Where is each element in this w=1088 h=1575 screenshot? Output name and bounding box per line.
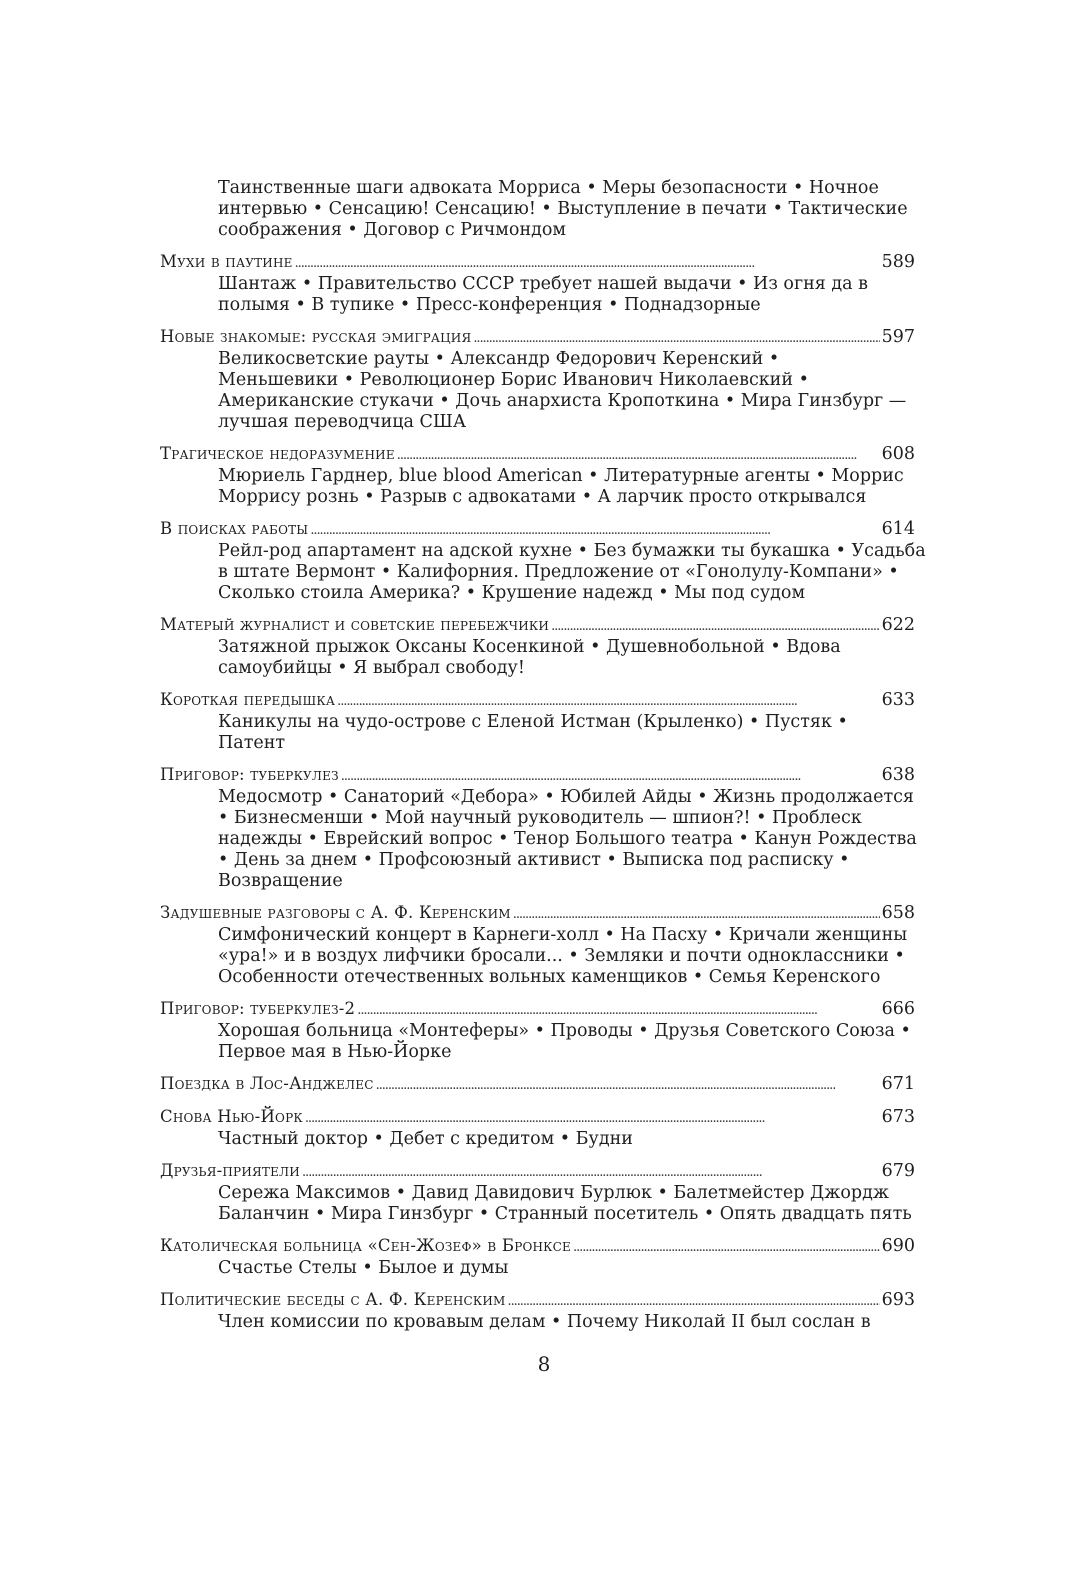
description-line: Возвращение [218,871,343,891]
toc-entries [160,251,926,1333]
chapter-title: Друзья-приятели [160,1161,300,1180]
toc-entry [160,326,915,433]
chapter-description [218,466,915,508]
description-line: Счастье Стелы • Былое и думы [218,1258,509,1278]
description-line: Член комиссии по кровавым делам • Почему Николай II был сослан в [218,1312,871,1332]
chapter-description [218,349,915,433]
chapter-description [218,1129,915,1150]
toc-entry [160,1289,915,1333]
toc-entry-heading [160,614,915,637]
description-line: Особенности отечественных вольных каменщиков • Семья Керенского [218,967,881,987]
toc-entry-heading [160,1160,915,1183]
toc-entry-heading [160,518,915,541]
description-line: Медосмотр • Санаторий «Дебора» • Юбилей Айды • Жизнь продолжается [218,787,914,807]
chapter-description [218,274,915,316]
chapter-page-number: 589 [881,252,915,272]
chapter-title: Короткая передышка [160,690,336,709]
dot-leader [295,253,880,274]
description-line: Частный доктор • Дебет с кредитом • Будни [218,1129,633,1149]
dot-leader [341,766,880,787]
description-line: полымя • В тупике • Пресс-конференция • Поднадзорные [218,295,761,315]
toc-entry [160,1235,915,1279]
description-line: Симфонический концерт в Карнеги-холл • На Пасху • Кричали женщины [218,925,908,945]
chapter-page-number: 638 [881,765,915,785]
chapter-page-number: 693 [881,1290,915,1310]
description-line: Патент [218,733,286,753]
chapter-title: Трагическое недоразумение [160,444,395,463]
dot-leader [513,904,880,925]
chapter-title: В поисках работы [160,519,309,538]
toc-entry [160,518,926,604]
chapter-description [218,541,926,604]
description-line: • Бизнесменши • Мой научный руководитель — шпион?! • Проблеск [218,808,862,828]
toc-entry [160,1160,915,1225]
chapter-title: Матерый журналист и советские перебежчики [160,615,550,634]
description-line: в штате Вермонт • Калифорния. Предложение от «Гонолулу-Компани» • [218,562,899,582]
description-line: самоубийцы • Я выбрал свободу! [218,658,525,678]
toc-entry [160,1106,915,1150]
description-line: Мюриель Гарднер, blue blood American • Литературные агенты • Моррис [218,466,904,486]
toc-entry [160,764,915,892]
chapter-description [218,712,915,754]
toc-entry-heading [160,689,915,712]
description-line: «ура!» и в воздух лифчики бросали... • Земляки и почти одноклассники • [218,946,905,966]
chapter-page-number: 690 [881,1236,915,1256]
toc-entry-heading [160,764,915,787]
chapter-title: Задушевные разговоры с А. Ф. Керенским [160,903,511,922]
toc-entry-heading [160,1073,915,1096]
toc-entry [160,443,915,508]
toc-entry [160,251,915,316]
description-line: Сережа Максимов • Давид Давидович Бурлюк • Балетмейстер Джордж [218,1183,889,1203]
description-line: Американские стукачи • Дочь анархиста Кропоткина • Мира Гинзбург — [218,391,907,411]
toc-entry-heading [160,902,915,925]
chapter-page-number: 679 [881,1161,915,1181]
description-line: Первое мая в Нью-Йорке [218,1042,452,1062]
description-line: Хорошая больница «Монтеферы» • Проводы • Друзья Советского Союза • [218,1021,911,1041]
dot-leader [305,1108,880,1129]
chapter-description [218,787,915,892]
chapter-description [218,925,915,988]
description-line: Баланчин • Мира Гинзбург • Странный посетитель • Опять двадцать пять [218,1204,912,1224]
chapter-page-number: 608 [881,444,915,464]
table-of-contents [160,178,926,1333]
chapter-description [218,1183,915,1225]
chapter-description [218,1021,915,1063]
chapter-page-number: 633 [881,690,915,710]
description-line: Сколько стоила Америка? • Крушение надежд • Мы под судом [218,583,806,603]
description-line: интервью • Сенсацию! Сенсацию! • Выступление в печати • Тактические [218,199,908,219]
chapter-description [218,637,915,679]
chapter-page-number: 673 [881,1107,915,1127]
dot-leader [376,1075,880,1096]
description-line: соображения • Договор с Ричмондом [218,220,567,240]
dot-leader [397,445,880,466]
chapter-title: Политические беседы с А. Ф. Керенским [160,1290,506,1309]
toc-entry [160,614,915,679]
toc-entry-heading [160,1235,915,1258]
chapter-title: Новые знакомые: русская эмиграция [160,327,472,346]
description-line: Затяжной прыжок Оксаны Косенкиной • Душевнобольной • Вдова [218,637,841,657]
dot-leader [551,616,880,637]
toc-entry-heading [160,326,915,349]
dot-leader [473,328,879,349]
toc-entry-heading [160,1289,915,1312]
description-line: Таинственные шаги адвоката Морриса • Меры безопасности • Ночное [218,178,879,198]
description-line: Каникулы на чудо-острове с Еленой Истман (Крыленко) • Пустяк • [218,712,848,732]
dot-leader [302,1162,880,1183]
toc-entry-heading [160,998,915,1021]
description-line: Великосветские рауты • Александр Федорович Керенский • [218,349,780,369]
description-line: Моррису рознь • Разрыв с адвокатами • А ларчик просто открывался [218,487,867,507]
chapter-description [218,1258,915,1279]
toc-entry-heading [160,1106,915,1129]
description-line: Меньшевики • Революционер Борис Иванович Николаевский • [218,370,809,390]
continuation-description [218,178,915,241]
chapter-page-number: 671 [881,1074,915,1094]
chapter-title: Снова Нью-Йорк [160,1107,303,1126]
toc-entry-heading [160,443,915,466]
toc-entry-heading [160,251,915,274]
chapter-page-number: 622 [881,615,915,635]
chapter-page-number: 658 [881,903,915,923]
toc-entry [160,998,915,1063]
page-number: 8 [537,1352,551,1376]
dot-leader [573,1237,880,1258]
chapter-page-number: 666 [881,999,915,1019]
dot-leader [310,520,879,541]
chapter-page-number: 614 [881,519,915,539]
description-line: надежды • Еврейский вопрос • Тенор Большого театра • Канун Рождества [218,829,917,849]
toc-entry [160,1073,915,1096]
dot-leader [357,1000,879,1021]
description-line: • День за днем • Профсоюзный активист • Выписка под расписку • [218,850,850,870]
dot-leader [337,691,879,712]
chapter-page-number: 597 [881,327,915,347]
chapter-title: Мухи в паутине [160,252,293,271]
description-line: Шантаж • Правительство СССР требует нашей выдачи • Из огня да в [218,274,869,294]
chapter-title: Приговор: туберкулез-2 [160,999,356,1018]
description-line: лучшая переводчица США [218,412,467,432]
toc-entry [160,902,915,988]
description-line: Рейл-род апартамент на адской кухне • Без бумажки ты букашка • Усадьба [218,541,926,561]
chapter-title: Приговор: туберкулез [160,765,339,784]
chapter-title: Поездка в Лос-Анджелес [160,1074,374,1093]
toc-entry [160,689,915,754]
chapter-title: Католическая больница «Сен-Жозеф» в Бронксе [160,1236,572,1255]
chapter-description [218,1312,915,1333]
dot-leader [508,1291,880,1312]
